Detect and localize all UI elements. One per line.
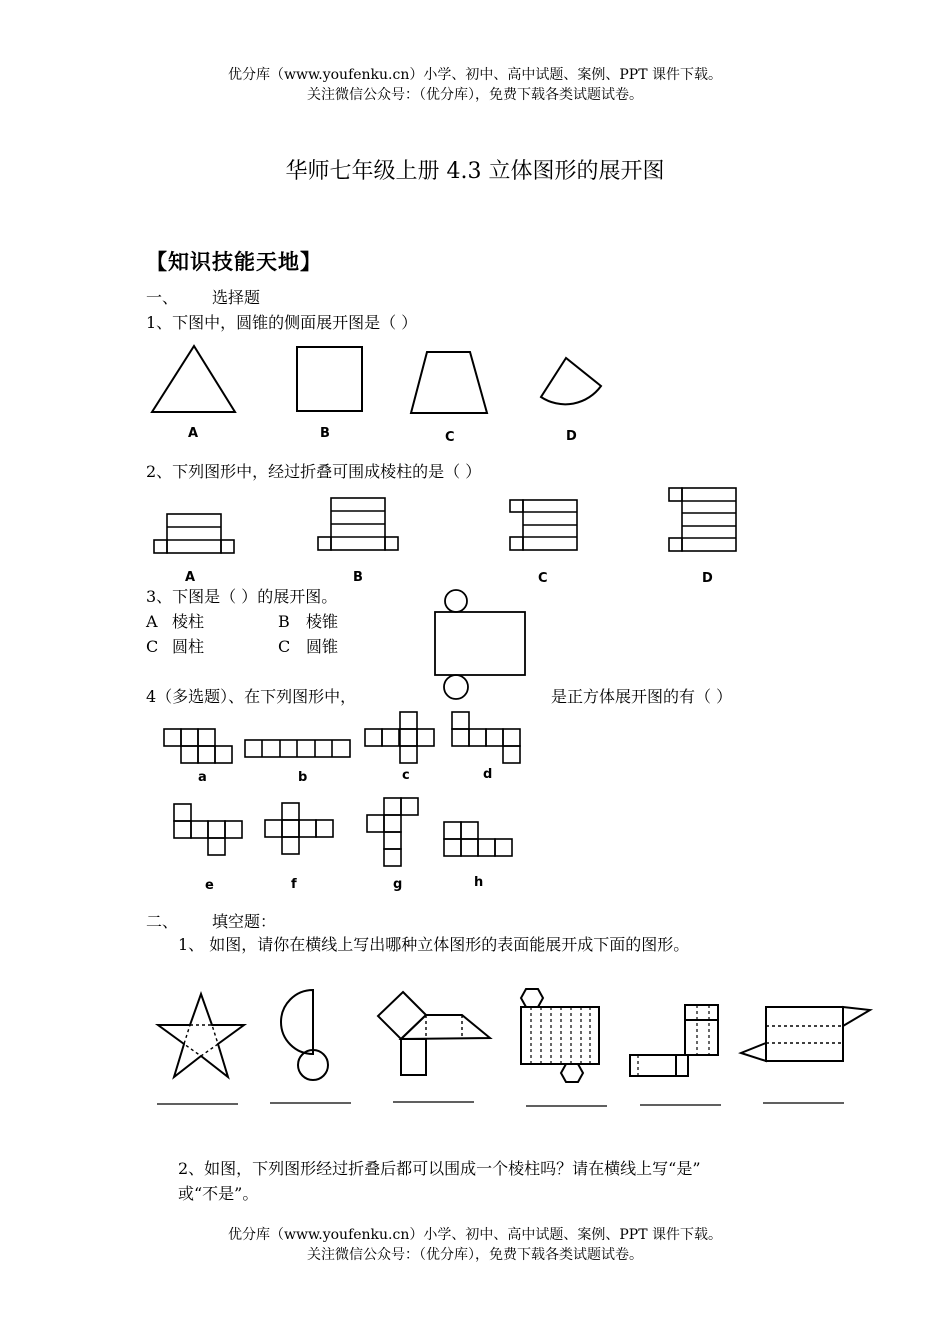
q4-net-d [452, 712, 520, 763]
q1-label-a: A [188, 426, 199, 441]
q4-label-a: a [198, 770, 207, 785]
question-2-text: 2、下列图形中，经过折叠可围成棱柱的是（ ） [146, 462, 482, 481]
q1-figure-a-triangle [152, 346, 235, 412]
q4-label-b: b [298, 770, 308, 785]
fill-figure-2-cone-net [281, 990, 328, 1080]
q2-figure-b [318, 498, 398, 550]
q4-label-c: c [402, 768, 410, 783]
q3-choice-b-text: 棱锥 [306, 612, 339, 631]
fill-figure-1-star-pyramid [158, 994, 244, 1077]
question-4-text-left: 4（多选题）、在下列图形中， [146, 687, 357, 706]
q2-label-a: A [185, 570, 196, 585]
q2-label-c: C [538, 571, 548, 586]
fill-figure-4-hexagonal-prism-net [521, 989, 599, 1082]
page-title: 华师七年级上册 4.3 立体图形的展开图 [285, 159, 665, 184]
q2-figure-d [669, 488, 736, 551]
fill-question-1-text: 1、 如图，请你在横线上写出哪种立体图形的表面能展开成下面的图形。 [178, 935, 690, 954]
q4-net-b [245, 740, 350, 757]
fill-figure-6-triangular-prism-net [741, 1007, 870, 1061]
q4-net-f [265, 803, 333, 854]
q3-cylinder-net [435, 590, 525, 699]
q1-label-b: B [320, 426, 330, 441]
section-heading: 【知识技能天地】 [146, 250, 322, 274]
q4-label-f: f [291, 877, 297, 892]
q4-net-a [164, 729, 232, 763]
q2-label-b: B [353, 570, 363, 585]
q3-choice-b-letter: B [278, 612, 290, 631]
q2-figure-c [510, 500, 577, 550]
header-line-1: 优分库（www.youfenku.cn）小学、初中、高中试题、案例、PPT 课件下载。 [227, 67, 722, 83]
part1-heading: 选择题 [212, 288, 261, 307]
q4-net-g [367, 798, 418, 866]
q1-figure-d-sector [541, 358, 601, 404]
q3-choice-d-letter: C [278, 637, 291, 656]
fill-figure-5-cuboid-net [630, 1005, 718, 1076]
fill-figure-3-triangular-prism-net [378, 992, 490, 1075]
q1-label-c: C [445, 430, 455, 445]
footer-line-1: 优分库（www.youfenku.cn）小学、初中、高中试题、案例、PPT 课件下载。 [227, 1227, 722, 1243]
question-3-text: 3、下图是（ ）的展开图。 [146, 587, 338, 606]
q1-figure-b-square [297, 347, 362, 411]
question-1-text: 1、下图中，圆锥的侧面展开图是（ ） [146, 313, 418, 332]
q4-label-e: e [205, 878, 214, 893]
q4-net-c [365, 712, 434, 763]
q4-label-g: g [393, 877, 403, 892]
fill-question-2-line-2: 或“不是”。 [178, 1184, 259, 1203]
answer-lines [157, 1102, 844, 1106]
part2-heading: 填空题： [212, 912, 277, 931]
q3-choice-c-text: 圆柱 [172, 637, 205, 656]
q3-choice-a-letter: A [146, 612, 158, 631]
fill-question-2-line-1: 2、如图，下列图形经过折叠后都可以围成一个棱柱吗？请在横线上写“是” [178, 1159, 701, 1178]
q3-choice-c-letter: C [146, 637, 159, 656]
part1-number: 一、 [146, 288, 179, 307]
q2-label-d: D [702, 571, 713, 586]
q4-label-h: h [474, 875, 484, 890]
q4-net-h [444, 822, 512, 856]
footer-line-2: 关注微信公众号：（优分库），免费下载各类试题试卷。 [307, 1247, 643, 1263]
q4-label-d: d [483, 767, 493, 782]
question-4-text-right: 是正方体展开图的有（ ） [551, 687, 733, 706]
q3-choice-d-text: 圆锥 [306, 637, 339, 656]
q4-net-e [174, 804, 242, 855]
q2-figure-a [154, 514, 234, 553]
q1-figure-c-trapezoid [411, 352, 487, 413]
q1-label-d: D [566, 429, 577, 444]
header-line-2: 关注微信公众号：（优分库），免费下载各类试题试卷。 [307, 87, 643, 103]
part2-number: 二、 [146, 912, 179, 931]
q3-choice-a-text: 棱柱 [172, 612, 205, 631]
